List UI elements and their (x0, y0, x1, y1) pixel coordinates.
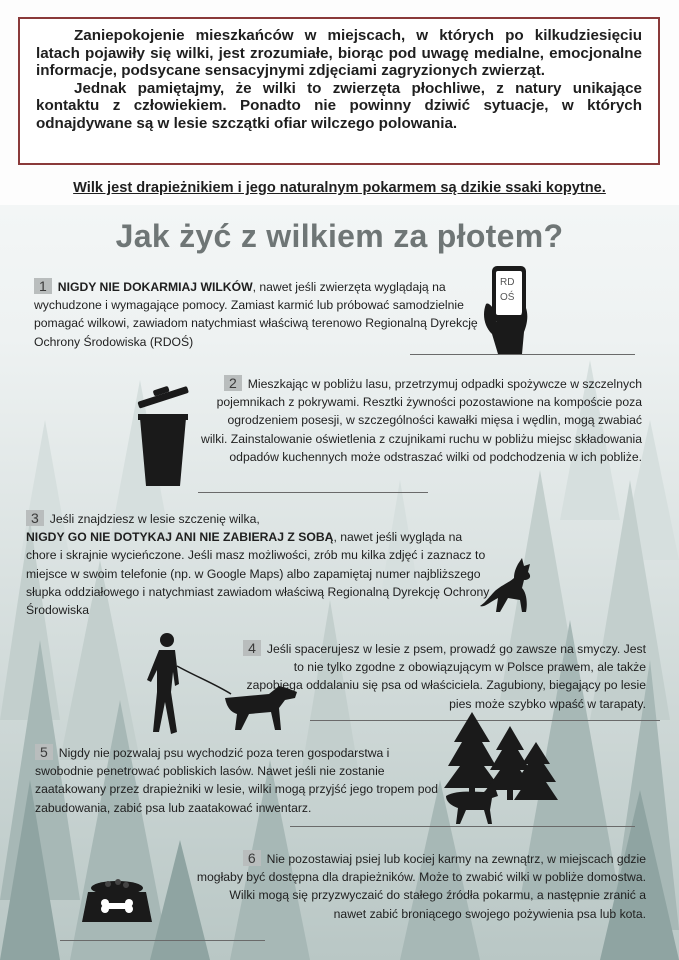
tip-underline (290, 826, 635, 827)
tip-text: , nawet jeśli zwierzęta wyglądają na wychudzone i wymagające pomocy. Zamiast karmić lub próbować samodzielnie pomagać wilkowi, zawiadom natychmiast właściwą terenowo Regionalną Dyrekcję Ochrony Środowiska (RDOŚ) (34, 280, 478, 349)
tip-number: 4 (243, 640, 261, 656)
tip-6 (196, 850, 658, 923)
tip-number: 1 (34, 278, 52, 294)
tip-1 (22, 278, 487, 351)
tip-bold: NIGDY GO NIE DOTYKAJ ANI NIE ZABIERAJ Z SOBĄ (26, 530, 334, 545)
tip-text: Jeśli spacerujesz w lesie z psem, prowadź go zawsze na smyczy. Jest to nie tylko zgodne z obowiązującym w Polsce prawem, ale także zapobiega oddalaniu się psa od właściciela. Zagubiony, biegający po lesie pies może szybko wpaść w tarapaty. (246, 642, 646, 711)
tip-text: Nie pozostawiaj psiej lub kociej karmy na zewnątrz, w miejscach gdzie mogłaby być dostępna dla drapieżników. Może to zwabić wilki w pobliże domostwa. Wilki mogą się przyzwyczaić do stałego źródła pokarmu, a następnie zranić a nawet zabić broniącego swojego pożywienia psa lub kota. (196, 852, 646, 921)
intro-box (18, 17, 660, 165)
tip-3 (20, 510, 490, 619)
phone-label-2: OŚ (500, 292, 515, 303)
headline: Wilk jest drapieżnikiem i jego naturalnym pokarmem są dzikie ssaki kopytne. (73, 180, 606, 196)
phone-hand-icon (478, 262, 538, 354)
tip-number: 6 (243, 850, 261, 866)
intro-paragraph-1: Zaniepokojenie mieszkańców w miejscach, w których po kilkudziesięciu latach pojawiły się wilki, jest zrozumiałe, biorąc pod uwagę medialne, emocjonalne informacje, podsycane sensacyjnymi zdjęciami zagryzionych zwierząt. (36, 27, 642, 79)
tip-underline (60, 940, 265, 941)
trash-can-icon (128, 380, 198, 490)
pet-bowl-icon (82, 876, 152, 924)
tip-text-before: Jeśli znajdziesz w lesie szczenię wilka, (49, 512, 260, 526)
tip-number: 2 (224, 375, 242, 391)
wolf-pup-icon (478, 558, 540, 614)
tip-text: , nawet jeśli wygląda na chore i skrajnie wycieńczone. Jeśli masz możliwości, zrób mu kilka zdjęć i zaznacz to miejsce w swoim telefonie (np. w Google Maps) albo zapamiętaj numer najbliższego słupka oddziałowego i natychmiast zawiadom właściwą Regionalną Dyrekcję Ochrony Środowiska (26, 530, 490, 618)
tip-underline (198, 492, 428, 493)
tip-bold: NIGDY NIE DOKARMIAJ WILKÓW (57, 280, 253, 294)
page-title: Jak żyć z wilkiem za płotem? (115, 218, 564, 254)
tip-text: Mieszkając w pobliżu lasu, przetrzymuj odpadki spożywcze w szczelnych pojemnikach z pokrywami. Resztki żywności pozostawione na kompoście poza ogrodzeniem posesji, w szczególności kawałki mięsa i wędlin, mogą zwabiać wilki. Zainstalowanie oświetlenia z czujnikami ruchu w pobliżu miejsc składowania odpadów kuchennych może odstraszać wilki od podchodzenia w ich pobliże. (201, 377, 642, 464)
tip-number: 5 (35, 744, 53, 760)
intro-paragraph-2: Jednak pamiętajmy, że wilki to zwierzęta płochliwe, z natury unikające kontaktu z człowiekiem. Ponadto nie powinny dziwić sytuacje, w których odnajdywane są w lesie szczątki ofiar wilczego polowania. (36, 79, 642, 132)
tip-5 (25, 744, 450, 817)
tip-2 (200, 375, 652, 466)
tip-text: Nigdy nie pozwalaj psu wychodzić poza teren gospodarstwa i swobodnie penetrować pobliskich lasów. Nawet jeśli nie zostanie zaatakowany przez drapieżniki w lesie, wilki mogą przyjść jego tropem pod zabudowania, zabić psa lub zaatakować inwentarz. (35, 746, 439, 815)
phone-label-1: RD (500, 277, 515, 288)
tip-underline (410, 354, 635, 355)
tip-number: 3 (26, 510, 44, 526)
tip-4 (238, 640, 656, 713)
trees-wolf-icon (440, 712, 560, 826)
